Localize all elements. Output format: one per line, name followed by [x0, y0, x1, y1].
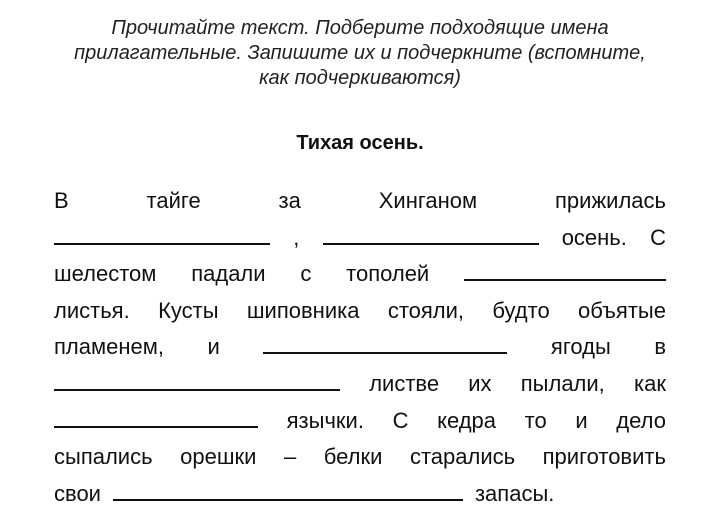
- word: пламенем,: [54, 334, 164, 360]
- word: запасы.: [474, 480, 555, 506]
- word: будто: [492, 297, 550, 323]
- answer-blank[interactable]: [54, 371, 340, 391]
- word: орешки: [180, 444, 257, 470]
- answer-blank[interactable]: [464, 261, 666, 281]
- word: –: [283, 444, 297, 470]
- word: прижилась: [555, 188, 666, 213]
- word: шиповника: [246, 297, 360, 323]
- instruction-line: как подчеркиваются): [259, 67, 461, 89]
- word: свои: [54, 480, 101, 506]
- answer-blank[interactable]: [263, 334, 507, 354]
- word: тайге: [146, 188, 201, 213]
- word: белки: [323, 444, 383, 470]
- instruction-line: Прочитайте текст. Подберите подходящие имена: [111, 17, 609, 39]
- word: листья.: [54, 297, 130, 323]
- word: ,: [293, 224, 300, 250]
- word: с: [300, 261, 312, 287]
- word: старались: [409, 444, 516, 470]
- word: их: [468, 370, 492, 396]
- word: за: [278, 188, 301, 213]
- word: язычки.: [286, 407, 364, 433]
- word: объятые: [578, 297, 666, 323]
- word: тополей: [346, 261, 430, 287]
- text-line: [54, 476, 666, 513]
- instruction-line: прилагательные. Запишите их и подчеркните (вспомните,: [74, 42, 646, 64]
- word: листве: [369, 370, 440, 396]
- word: и: [575, 407, 588, 433]
- word: осень.: [561, 224, 627, 250]
- word: В: [54, 188, 69, 213]
- word: С: [392, 407, 409, 433]
- word: сыпались: [54, 444, 153, 470]
- text-line: [54, 256, 666, 293]
- word: падали: [191, 261, 266, 287]
- text-line: [54, 220, 666, 257]
- word: и: [207, 334, 220, 360]
- word: ягоды: [550, 334, 611, 360]
- word: как: [633, 370, 666, 396]
- exercise-text: [54, 183, 666, 512]
- text-line: [54, 366, 666, 403]
- text-line: [54, 439, 666, 476]
- word: то: [524, 407, 547, 433]
- answer-blank[interactable]: [323, 225, 539, 245]
- word: стояли,: [387, 297, 465, 323]
- word: С: [650, 224, 666, 250]
- text-line: [54, 329, 666, 366]
- answer-blank[interactable]: [54, 225, 270, 245]
- word: дело: [616, 407, 666, 433]
- answer-blank[interactable]: [54, 408, 258, 428]
- answer-blank[interactable]: [113, 481, 463, 501]
- text-line: [54, 403, 666, 440]
- text-title: Тихая осень.: [296, 132, 424, 154]
- instruction: [40, 16, 680, 91]
- word: Кусты: [158, 297, 219, 323]
- word: кедра: [437, 407, 497, 433]
- word: пылали,: [520, 370, 605, 396]
- word: в: [654, 334, 666, 360]
- word: Хинганом: [378, 188, 478, 213]
- word: приготовить: [542, 444, 666, 470]
- text-line: [54, 183, 666, 220]
- word: шелестом: [54, 261, 157, 287]
- text-line: [54, 293, 666, 330]
